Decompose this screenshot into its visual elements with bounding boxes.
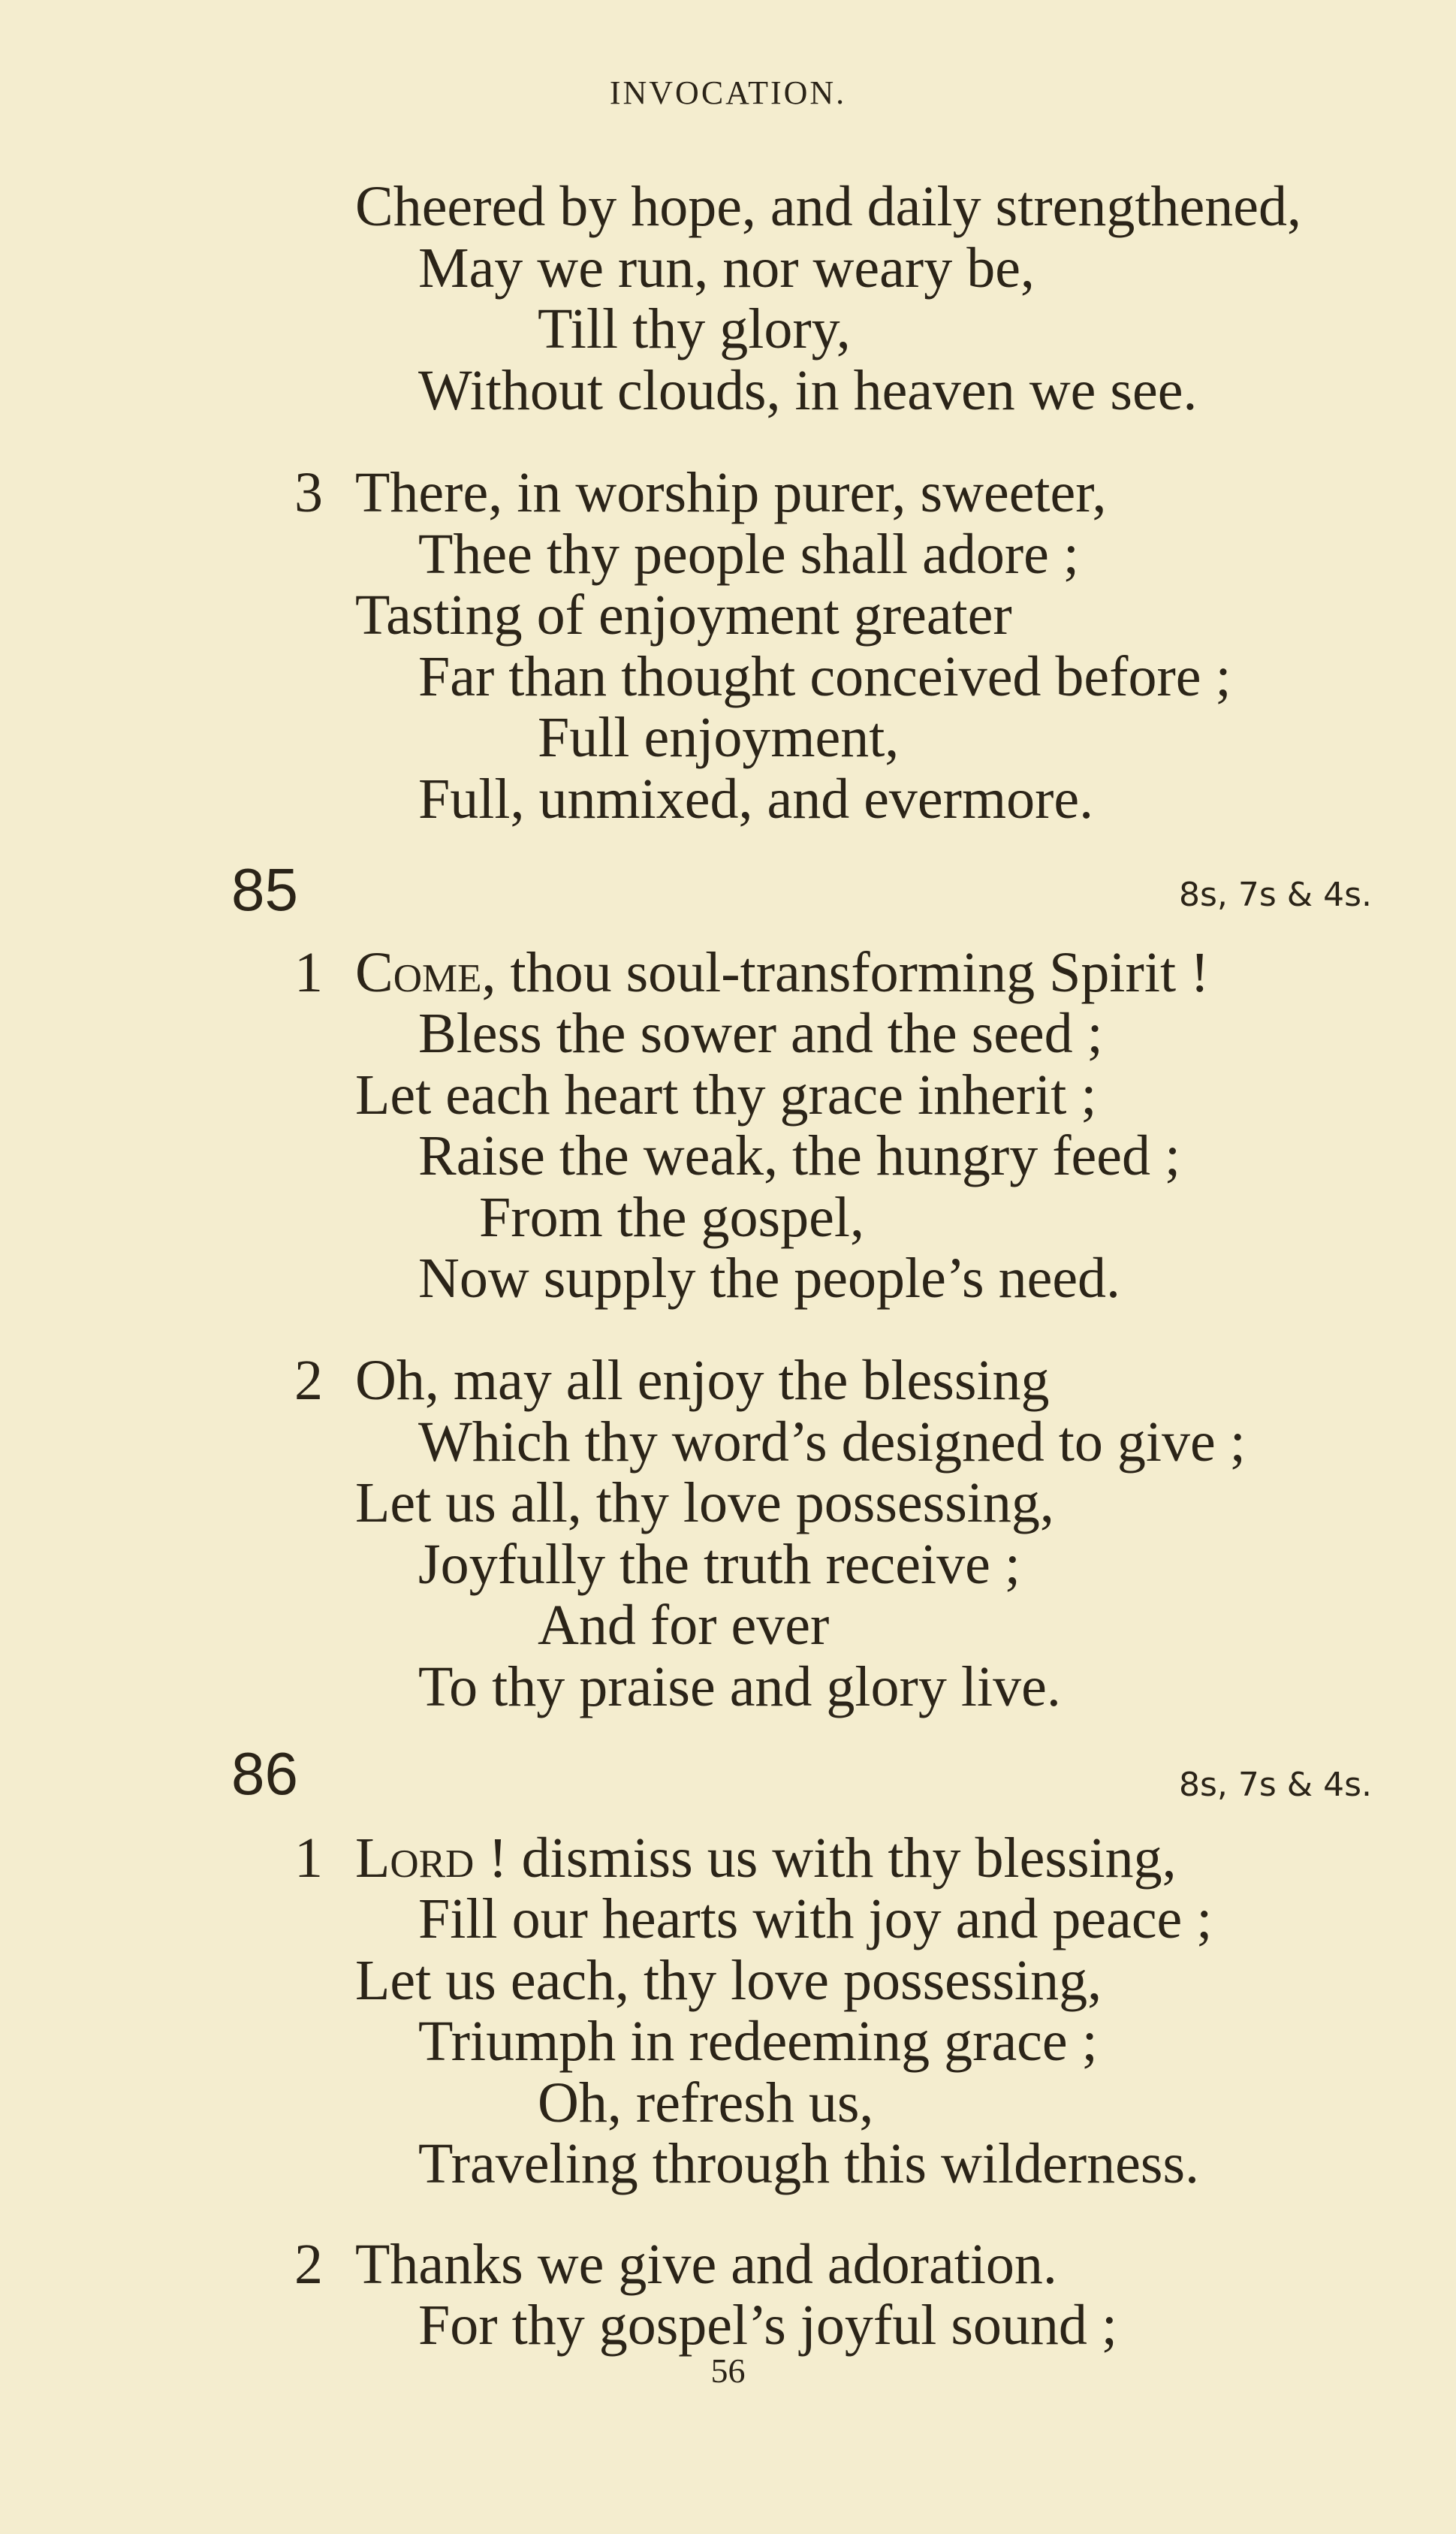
verse-line: Which thy word’s designed to give ; — [418, 1410, 1246, 1474]
verse-line: Traveling through this wilderness. — [418, 2132, 1200, 2195]
verse-line: Thee thy people shall adore ; — [418, 523, 1080, 586]
first-line-rest: thou soul-transforming Spirit ! — [496, 941, 1210, 1004]
verse-line: Let us all, thy love possessing, — [355, 1471, 1054, 1534]
running-header: INVOCATION. — [609, 74, 847, 111]
verse-line: Bless the sower and the seed ; — [418, 1002, 1103, 1065]
verse-line: There, in worship purer, sweeter, — [355, 461, 1107, 524]
verse-line: Thanks we give and adoration. — [355, 2233, 1057, 2296]
verse-line — [355, 941, 1210, 1004]
verse-line: Let each heart thy grace inherit ; — [355, 1063, 1097, 1127]
first-word: Lord — [355, 1827, 475, 1890]
verse-line: Oh, refresh us, — [538, 2071, 874, 2134]
verse-line: To thy praise and glory live. — [418, 1655, 1061, 1718]
hymn-number: 86 — [231, 1740, 298, 1807]
first-line-rest: ! dismiss us with thy blessing, — [474, 1827, 1177, 1890]
verse-line: Full enjoyment, — [538, 706, 900, 769]
verse-line: Raise the weak, the hungry feed ; — [418, 1124, 1181, 1187]
verse-line: Joyfully the truth receive ; — [418, 1533, 1020, 1596]
stanza-number: 3 — [294, 461, 323, 524]
verse-line: Triumph in redeeming grace ; — [418, 2010, 1098, 2073]
verse-line: Full, unmixed, and evermore. — [418, 768, 1094, 831]
verse-line: Cheered by hope, and daily strengthened, — [355, 175, 1301, 238]
verse-line: Without clouds, in heaven we see. — [418, 359, 1198, 422]
verse-line: Now supply the people’s need. — [418, 1247, 1121, 1310]
verse-line: And for ever — [538, 1594, 830, 1657]
verse-line: Till thy glory, — [538, 297, 851, 360]
verse-line: Fill our hearts with joy and peace ; — [418, 1887, 1213, 1950]
verse-line: Oh, may all enjoy the blessing — [355, 1349, 1050, 1412]
verse-line: For thy gospel’s joyful sound ; — [418, 2294, 1118, 2357]
meter-label: 8s, 7s & 4s. — [1179, 876, 1372, 914]
page-number: 56 — [710, 2351, 746, 2390]
first-word: Come, — [355, 941, 496, 1004]
stanza-number: 2 — [294, 1349, 323, 1412]
stanza-number: 1 — [294, 941, 323, 1004]
stanza-number: 1 — [294, 1827, 323, 1890]
verse-line: Tasting of enjoyment greater — [355, 584, 1012, 647]
meter-label: 8s, 7s & 4s. — [1179, 1766, 1372, 1804]
stanza-number: 2 — [294, 2233, 323, 2296]
verse-line: From the gospel, — [479, 1186, 864, 1249]
verse-line: May we run, nor weary be, — [418, 237, 1035, 300]
verse-line — [355, 1827, 1177, 1890]
verse-line: Far than thought conceived before ; — [418, 645, 1231, 708]
hymn-number: 85 — [231, 856, 298, 923]
verse-line: Let us each, thy love possessing, — [355, 1949, 1102, 2012]
